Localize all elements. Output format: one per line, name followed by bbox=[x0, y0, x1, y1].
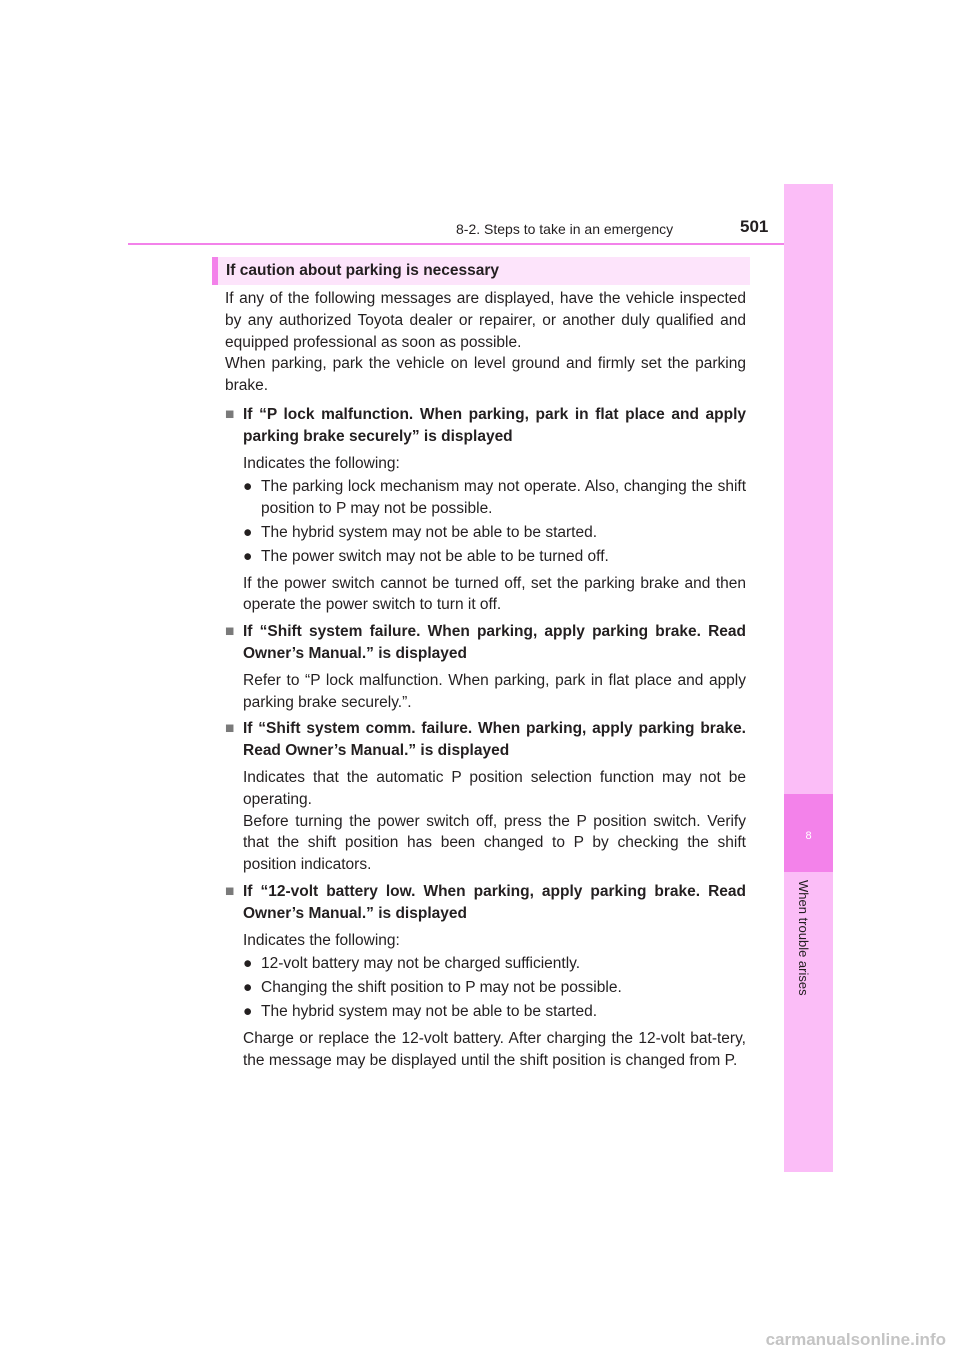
round-bullet-icon: ● bbox=[243, 478, 253, 496]
page-content bbox=[225, 288, 746, 1071]
list-item: ● The hybrid system may not be able to be started. bbox=[225, 1001, 746, 1023]
list-item: ● The hybrid system may not be able to be started. bbox=[225, 522, 746, 544]
round-bullet-icon: ● bbox=[243, 979, 253, 997]
section-heading: ■ If “P lock malfunction. When parking, park in flat place and apply parking brake securely” is displayed bbox=[225, 405, 746, 445]
body-text: Indicates that the automatic P position selection function may not be operating. bbox=[243, 768, 746, 808]
round-bullet-icon: ● bbox=[243, 955, 253, 973]
body-text: Indicates the following: bbox=[243, 454, 400, 472]
section-path: 8-2. Steps to take in an emergency bbox=[456, 221, 674, 237]
list-item: ● Changing the shift position to P may not be possible. bbox=[225, 977, 746, 999]
list-item: ● 12-volt battery may not be charged sufficiently. bbox=[225, 953, 746, 975]
chapter-number: 8 bbox=[805, 830, 812, 842]
body-text: Before turning the power switch off, press the P position switch. Verify that the shift position has been changed to P by checking the shift position indicators. bbox=[243, 812, 746, 874]
round-bullet-icon: ● bbox=[243, 1002, 253, 1020]
section-heading: ■ If “Shift system failure. When parking, apply parking brake. Read Owner’s Manual.” is displayed bbox=[225, 623, 746, 662]
square-bullet-icon: ■ bbox=[225, 405, 235, 423]
square-bullet-icon: ■ bbox=[225, 623, 235, 641]
round-bullet-icon: ● bbox=[243, 523, 253, 541]
watermark[interactable]: carmanualsonline.info bbox=[765, 1330, 946, 1349]
body-text: Charge or replace the 12-volt battery. After charging the 12-volt bat-tery, the message may be displayed until the shift position is changed from P. bbox=[243, 1029, 746, 1069]
round-bullet-icon: ● bbox=[243, 547, 253, 565]
section-heading: ■ If “12-volt battery low. When parking, apply parking brake. Read Owner’s Manual.” is displayed bbox=[225, 882, 746, 922]
chapter-title: When trouble arises bbox=[796, 880, 811, 996]
body-text: Indicates the following: bbox=[243, 931, 400, 949]
heading-bar bbox=[212, 257, 750, 285]
page-number: 501 bbox=[740, 217, 769, 236]
section-heading: ■ If “Shift system comm. failure. When parking, apply parking brake. Read Owner’s Manual.” is displayed bbox=[225, 720, 746, 760]
square-bullet-icon: ■ bbox=[225, 882, 235, 900]
list-item: ● The parking lock mechanism may not operate. Also, changing the shift position to P may not be possible. bbox=[243, 478, 746, 518]
intro-paragraph: When parking, park the vehicle on level ground and firmly set the parking brake. bbox=[225, 355, 746, 395]
list-item: ● The power switch may not be able to be turned off. bbox=[225, 546, 746, 568]
header-divider bbox=[128, 243, 784, 245]
heading-title: If caution about parking is necessary bbox=[226, 262, 500, 279]
body-text: Refer to “P lock malfunction. When parking, park in flat place and apply parking brake securely.”. bbox=[243, 671, 746, 711]
intro-paragraph: If any of the following messages are displayed, have the vehicle inspected by any authorized Toyota dealer or repairer, or another duly qualified and equipped professional as soon as possible. bbox=[225, 290, 746, 351]
body-text: If the power switch cannot be turned off, set the parking brake and then operate the power switch to turn it off. bbox=[243, 574, 746, 614]
square-bullet-icon: ■ bbox=[225, 720, 235, 738]
chapter-number-tab[interactable] bbox=[784, 794, 833, 872]
side-tab bbox=[784, 184, 833, 1172]
